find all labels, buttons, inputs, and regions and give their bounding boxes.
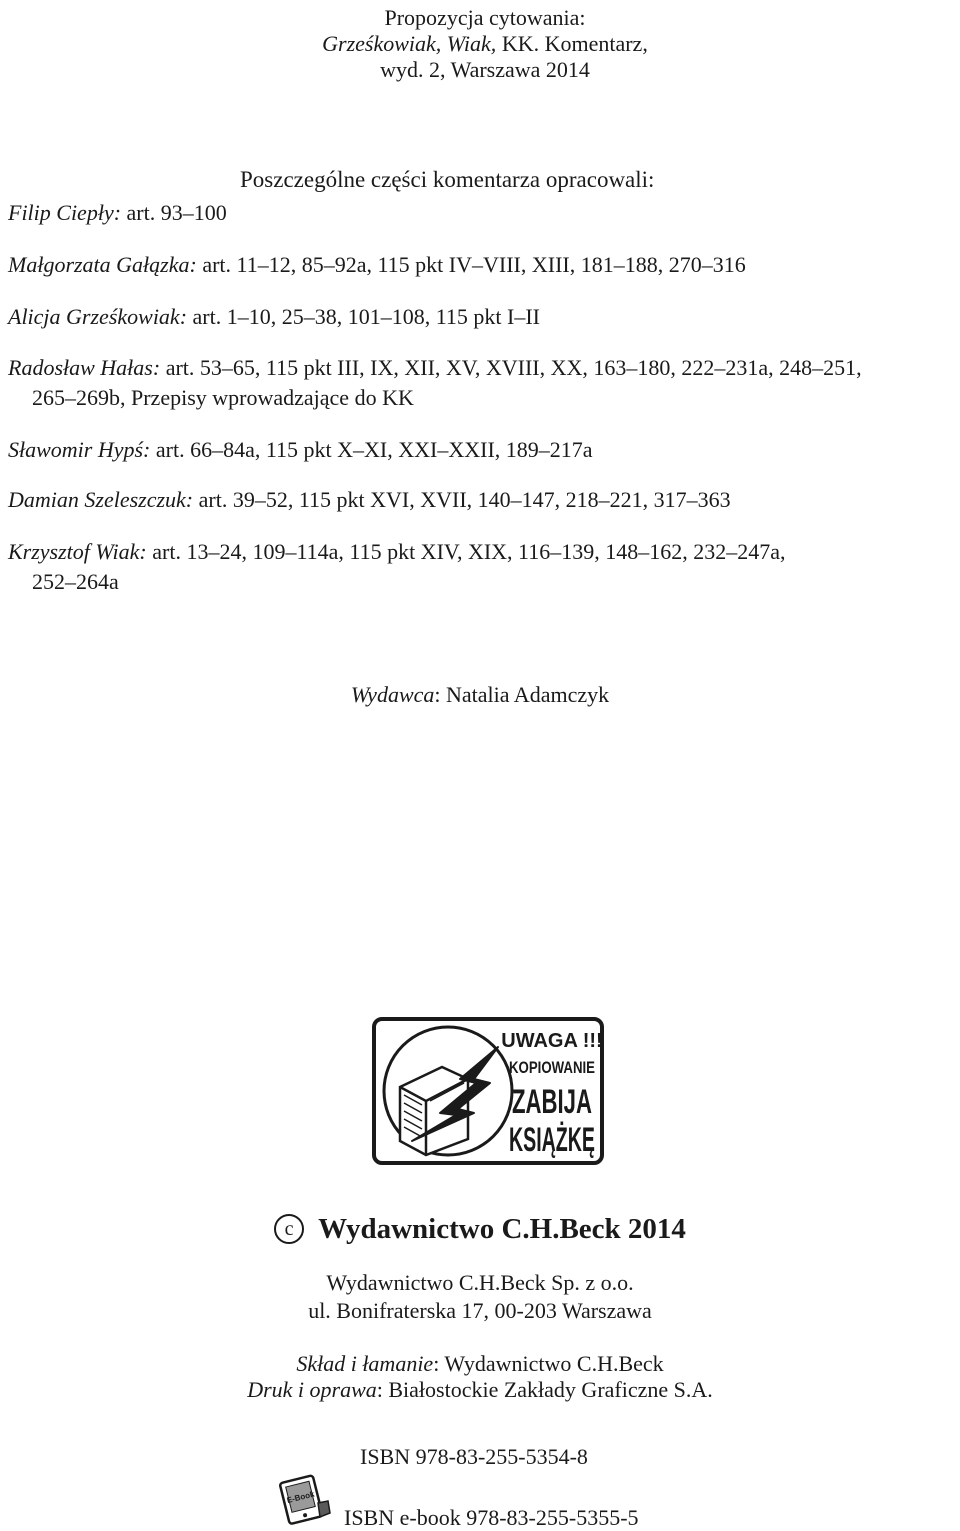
warning-line-4: KSIĄŻKĘ <box>509 1121 595 1159</box>
contributor-name: Małgorzata Gałązka: <box>8 252 197 277</box>
printing-line <box>0 1377 960 1403</box>
typesetting-line <box>0 1351 960 1377</box>
book-lightning-icon <box>372 1017 604 1165</box>
contributor-3 <box>8 353 953 413</box>
contributor-name: Damian Szeleszczuk: <box>8 487 194 512</box>
contributor-name: Radosław Hałas: <box>8 355 161 380</box>
contributor-6 <box>8 537 953 597</box>
contributor-articles: art. 11–12, 85–92a, 115 pkt IV–VIII, XIII, 181–188, 270–316 <box>196 252 746 277</box>
publisher-address: ul. Bonifraterska 17, 00-203 Warszawa <box>308 1298 652 1323</box>
printing-label: Druk i oprawa <box>247 1377 377 1402</box>
copyright-line <box>0 1212 960 1246</box>
contributor-articles: art. 93–100 <box>121 200 227 225</box>
contributors-heading: Poszczególne części komentarza opracowali: <box>240 167 655 192</box>
contributor-2 <box>8 302 953 332</box>
citation-line-3: wyd. 2, Warszawa 2014 <box>380 57 590 82</box>
publisher-name: Wydawnictwo C.H.Beck Sp. z o.o. <box>326 1270 634 1295</box>
warning-line-1: UWAGA !!! <box>501 1030 603 1052</box>
copyright-symbol: c <box>274 1214 304 1244</box>
contributor-articles-cont: 265–269b, Przepisy wprowadzające do KK <box>32 385 414 410</box>
editor-name: : Natalia Adamczyk <box>434 682 610 707</box>
contributor-name: Krzysztof Wiak: <box>8 539 147 564</box>
warning-line-3: ZABIJA <box>512 1083 592 1121</box>
contributor-articles: art. 66–84a, 115 pkt X–XI, XXI–XXII, 189–217a <box>150 437 593 462</box>
editor-line <box>0 682 960 708</box>
citation-line-2 <box>300 31 670 57</box>
isbn-print: ISBN 978-83-255-5354-8 <box>360 1444 588 1469</box>
editor-label: Wydawca <box>350 682 435 707</box>
warning-line-2: KOPIOWANIE <box>509 1058 595 1077</box>
contributor-articles: art. 53–65, 115 pkt III, IX, XII, XV, XVIII, XX, 163–180, 222–231a, 248–251, <box>160 355 862 380</box>
ebook-reader-icon <box>278 1473 338 1523</box>
contributor-4 <box>8 435 953 465</box>
citation-authors: Grześkowiak, Wiak, <box>322 31 497 56</box>
typesetting-value: : Wydawnictwo C.H.Beck <box>433 1351 664 1376</box>
contributor-name: Alicja Grześkowiak: <box>8 304 188 329</box>
citation-heading: Propozycja cytowania: <box>384 5 586 30</box>
isbn-ebook: ISBN e-book 978-83-255-5355-5 <box>344 1505 639 1530</box>
contributor-5 <box>8 485 953 515</box>
copyright-text: Wydawnictwo C.H.Beck 2014 <box>318 1213 686 1245</box>
contributor-0 <box>8 198 953 228</box>
citation-block <box>300 5 670 83</box>
ebook-icon-label: E-Book <box>285 1489 316 1506</box>
contributor-1 <box>8 250 953 280</box>
contributor-articles: art. 39–52, 115 pkt XVI, XVII, 140–147, 218–221, 317–363 <box>193 487 731 512</box>
contributor-name: Sławomir Hypś: <box>8 437 151 462</box>
contributor-name: Filip Ciepły: <box>8 200 122 225</box>
citation-title: KK. Komentarz, <box>496 31 648 56</box>
contributor-articles: art. 1–10, 25–38, 101–108, 115 pkt I–II <box>187 304 541 329</box>
typesetting-label: Skład i łamanie <box>296 1351 434 1376</box>
contributor-articles: art. 13–24, 109–114a, 115 pkt XIV, XIX, 116–139, 148–162, 232–247a, <box>146 539 786 564</box>
printing-value: : Białostockie Zakłady Graficzne S.A. <box>376 1377 713 1402</box>
contributor-articles-cont: 252–264a <box>32 569 119 594</box>
